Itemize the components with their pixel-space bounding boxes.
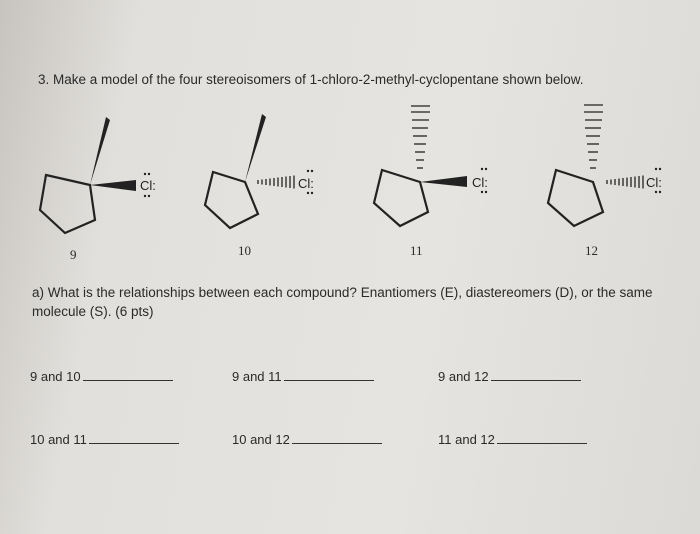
pair-label: 11 and 12 — [438, 432, 495, 447]
pair-11-12[interactable] — [438, 432, 587, 447]
molecule-10 — [205, 114, 294, 228]
pair-9-10[interactable] — [30, 369, 173, 384]
molecule-number-12: 12 — [585, 243, 598, 258]
molecule-9 — [40, 117, 136, 233]
molecule-12 — [548, 105, 643, 226]
cyclopentane-ring — [374, 170, 428, 226]
molecule-number-11: 11 — [410, 243, 423, 258]
svg-text:Cl:: Cl: — [298, 176, 314, 191]
molecule-number-10: 10 — [238, 243, 251, 258]
methyl-hash-bond — [584, 105, 603, 168]
pair-label: 10 and 12 — [232, 432, 290, 447]
chlorine-atom-9 — [140, 173, 156, 197]
methyl-hash-bond — [411, 106, 430, 168]
part-a-prompt: a) What is the relationships between each compound? Enantiomers (E), diastereomers (D), or the same molecule (S). (6 pts) — [32, 285, 653, 319]
chlorine-atom-11 — [472, 168, 488, 193]
cyclopentane-ring — [548, 170, 603, 226]
pair-label: 9 and 10 — [30, 369, 81, 384]
cyclopentane-ring — [205, 172, 258, 228]
methyl-wedge-bond — [90, 117, 110, 185]
answer-blank[interactable] — [491, 379, 581, 381]
pair-label: 10 and 11 — [30, 432, 87, 447]
chlorine-atom-12 — [646, 168, 662, 193]
pair-label: 9 and 12 — [438, 369, 489, 384]
pair-10-12[interactable] — [232, 432, 382, 447]
answer-blank[interactable] — [83, 379, 173, 381]
methyl-wedge-bond — [245, 114, 266, 182]
molecule-structures — [0, 0, 700, 260]
chloro-wedge-bond — [420, 176, 467, 187]
svg-text:Cl:: Cl: — [140, 178, 156, 193]
molecule-number-9: 9 — [70, 247, 77, 262]
chlorine-atom-10 — [298, 170, 314, 194]
answer-blank[interactable] — [292, 442, 382, 444]
pair-label: 9 and 11 — [232, 369, 282, 384]
cyclopentane-ring — [40, 175, 95, 233]
answer-blank[interactable] — [89, 442, 179, 444]
answer-blank[interactable] — [284, 379, 374, 381]
molecule-11 — [374, 106, 467, 226]
question-text: 3. Make a model of the four stereoisomers of 1-chloro-2-methyl-cyclopentane shown below. — [38, 72, 584, 87]
svg-text:Cl:: Cl: — [472, 175, 488, 190]
answer-blank[interactable] — [497, 442, 587, 444]
svg-text:Cl:: Cl: — [646, 175, 662, 190]
chloro-wedge-bond — [90, 180, 136, 191]
pair-10-11[interactable] — [30, 432, 179, 447]
pair-9-11[interactable] — [232, 369, 374, 384]
pair-9-12[interactable] — [438, 369, 581, 384]
chloro-hash-bond — [258, 176, 294, 189]
chloro-hash-bond — [607, 176, 643, 189]
